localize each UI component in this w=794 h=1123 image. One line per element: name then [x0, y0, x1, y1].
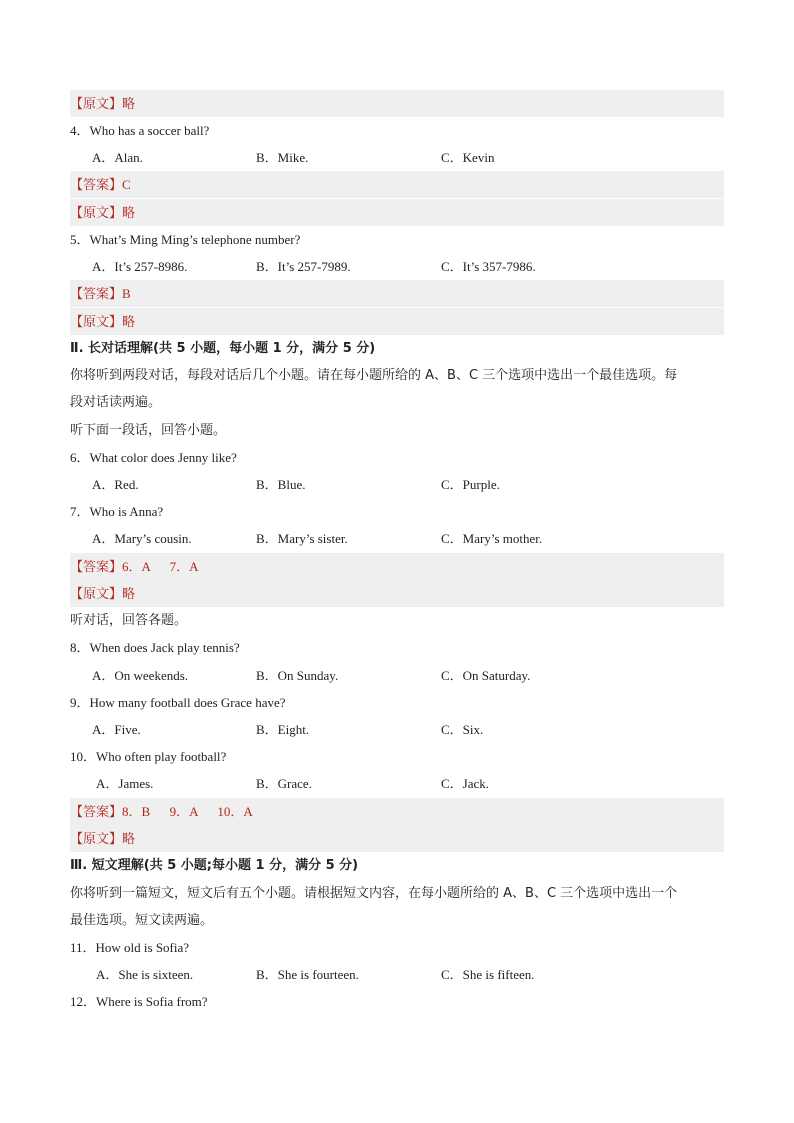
answer-text: 8．B 9．A 10．A	[122, 804, 253, 819]
answer-row	[70, 553, 724, 580]
original-tag: 【原文】	[70, 587, 123, 602]
original-text: 略	[122, 206, 136, 221]
option-c: C．Kevin	[441, 150, 495, 165]
option-b: B．Mike.	[256, 150, 309, 165]
option-a: A．Red.	[92, 477, 139, 492]
option-b: B．On Sunday.	[256, 668, 339, 683]
question-text: 12．Where is Sofia from?	[70, 994, 208, 1009]
option-c: C．On Saturday.	[441, 668, 531, 683]
option-a: A．She is sixteen.	[96, 967, 194, 982]
answer-row	[70, 280, 724, 307]
answer-tag: 【答案】	[70, 287, 123, 302]
question-11-options	[70, 961, 724, 988]
section-2-subheading-2: 听对话，回答各题。	[70, 613, 188, 628]
question-5-options	[70, 253, 724, 280]
question-8-options	[70, 662, 724, 689]
original-tag: 【原文】	[70, 315, 123, 330]
option-b: B．She is fourteen.	[256, 967, 359, 982]
answer-row	[70, 798, 724, 825]
option-a: A．James.	[96, 776, 154, 791]
question-text: 7．Who is Anna?	[70, 504, 164, 519]
original-tag: 【原文】	[70, 97, 123, 112]
original-text-row	[70, 825, 724, 852]
original-text: 略	[122, 587, 136, 602]
question-text: 10．Who often play football?	[70, 749, 227, 764]
section-2-heading: Ⅱ. 长对话理解(共 5 小题，每小题 1 分，满分 5 分)	[70, 341, 376, 356]
option-c: C．Six.	[441, 722, 484, 737]
section-3-instruction-line-2: 最佳选项。短文读两遍。	[70, 913, 214, 928]
question-text: 6．What color does Jenny like?	[70, 450, 237, 465]
original-text-row	[70, 90, 724, 117]
section-3-heading: Ⅲ. 短文理解(共 5 小题;每小题 1 分，满分 5 分)	[70, 858, 359, 873]
question-text: 9．How many football does Grace have?	[70, 695, 286, 710]
original-tag: 【原文】	[70, 832, 123, 847]
answer-row	[70, 171, 724, 198]
answer-tag: 【答案】	[70, 560, 123, 575]
option-c: C．Jack.	[441, 776, 490, 791]
section-2-subheading-1: 听下面一段话，回答小题。	[70, 423, 227, 438]
question-5	[70, 226, 724, 253]
option-b: B．Blue.	[256, 477, 306, 492]
question-text: 8．When does Jack play tennis?	[70, 640, 240, 655]
option-a: A．On weekends.	[92, 668, 189, 683]
answer-tag: 【答案】	[70, 805, 123, 820]
option-a: A．Five.	[92, 722, 141, 737]
section-2-instruction-line-1: 你将听到两段对话，每段对话后几个小题。请在每小题所给的 A、B、C 三个选项中选出一个最佳选项。每	[70, 368, 678, 383]
question-8	[70, 634, 724, 661]
question-text: 5．What’s Ming Ming’s telephone number?	[70, 232, 301, 247]
answer-tag: 【答案】	[70, 178, 123, 193]
question-7-options	[70, 525, 724, 552]
question-9-options	[70, 716, 724, 743]
question-10-options	[70, 770, 724, 797]
original-text-row	[70, 308, 724, 335]
question-12	[70, 988, 724, 1015]
option-b: B．Eight.	[256, 722, 310, 737]
option-c: C．Mary’s mother.	[441, 531, 543, 546]
option-c: C．She is fifteen.	[441, 967, 535, 982]
original-text-row	[70, 199, 724, 226]
option-a: A．It’s 257-8986.	[92, 259, 188, 274]
question-11	[70, 934, 724, 961]
option-b: B．It’s 257-7989.	[256, 259, 351, 274]
question-9	[70, 689, 724, 716]
section-3-instruction-line-1: 你将听到一篇短文，短文后有五个小题。请根据短文内容，在每小题所给的 A、B、C 三个选项中选出一个	[70, 886, 678, 901]
question-4-options	[70, 144, 724, 171]
question-text: 4．Who has a soccer ball?	[70, 123, 210, 138]
option-b: B．Grace.	[256, 776, 312, 791]
option-a: A．Alan.	[92, 150, 143, 165]
section-2-instruction-line-2: 段对话读两遍。	[70, 395, 162, 410]
answer-text: B	[122, 286, 131, 301]
original-text: 略	[122, 315, 136, 330]
original-tag: 【原文】	[70, 206, 123, 221]
question-4	[70, 117, 724, 144]
option-c: C．Purple.	[441, 477, 500, 492]
question-6	[70, 444, 724, 471]
answer-text: 6．A 7．A	[122, 559, 199, 574]
original-text: 略	[122, 832, 136, 847]
option-a: A．Mary’s cousin.	[92, 531, 192, 546]
question-10	[70, 743, 724, 770]
original-text: 略	[122, 97, 136, 112]
question-6-options	[70, 471, 724, 498]
option-c: C．It’s 357-7986.	[441, 259, 536, 274]
question-text: 11．How old is Sofia?	[70, 940, 190, 955]
question-7	[70, 498, 724, 525]
answer-text: C	[122, 177, 131, 192]
original-text-row	[70, 580, 724, 607]
option-b: B．Mary’s sister.	[256, 531, 348, 546]
